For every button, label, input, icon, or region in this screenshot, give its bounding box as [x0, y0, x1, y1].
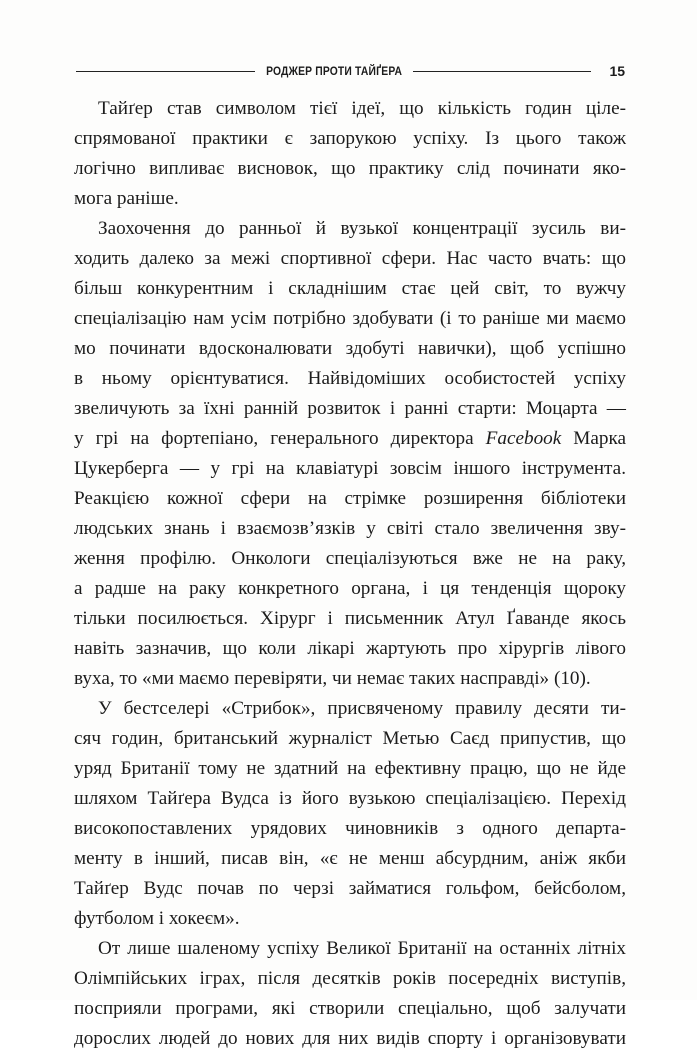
text-line: От лише шаленому успіху Великої Британії на останніх літніх [98, 938, 626, 959]
text-line: людських знань і взаємозв’язків у світі стало звеличення зву- [74, 518, 626, 539]
paragraph-4 [74, 934, 626, 1054]
text-line: сяч годин, британський журналіст Метью Саєд припустив, що [74, 728, 626, 749]
text-line: а радше на раку конкретного органа, і ця тенденція щороку [74, 578, 626, 599]
text-line: більш конкурентним і складнішим стає цей світ, то вужчу [74, 278, 626, 299]
text-line: вуха, то «ми маємо перевіряти, чи немає таких насправді» (10). [74, 668, 591, 689]
page-number: 15 [609, 63, 626, 79]
text-line: менту в інший, писав він, «є не менш абсурдним, аніж якби [74, 848, 626, 869]
text-line: Реакцією кожної сфери на стрімке розширення бібліотеки [74, 488, 626, 509]
paragraph-2 [74, 214, 626, 694]
text-line: Тайґер Вудс почав по черзі займатися гольфом, бейсболом, [74, 878, 626, 899]
text-line: Олімпійських іграх, після десятків років посередніх виступів, [74, 968, 626, 989]
text-line: Цукерберга — у грі на клавіатурі зовсім іншого інструмента. [74, 458, 626, 479]
text-line-with-italic [74, 424, 626, 454]
text-line: уряд Британії тому не здатний на ефективну працю, що не йде [74, 758, 626, 779]
text-line: Заохочення до ранньої й вузької концентрації зусиль ви- [98, 218, 626, 239]
text-line: У бестселері «Стрибок», присвяченому правилу десяти ти- [98, 698, 626, 719]
text-line: футболом і хокеєм». [74, 908, 240, 929]
text-line: ження профілю. Онкологи спеціалізуються вже не на раку, [74, 548, 626, 569]
header-rule-right [413, 71, 592, 72]
body-text [74, 94, 626, 1054]
text-line: спеціалізацію нам усім потрібно здобувати (і то раніше ми маємо [74, 308, 626, 329]
text-line: мога раніше. [74, 188, 179, 209]
text-fragment: у грі на фортепіано, генерального директора [74, 428, 474, 449]
text-line: навіть зазначив, що коли лікарі жартують про хірургів лівого [74, 638, 626, 659]
running-title: РОДЖЕР ПРОТИ ТАЙҐЕРА [265, 64, 402, 78]
running-header [76, 58, 625, 84]
text-line: шляхом Тайґера Вудса із його вузькою спеціалізацією. Перехід [74, 788, 626, 809]
text-line: посприяли програми, які створили спеціально, щоб залучати [74, 998, 626, 1019]
text-line: звеличують за їхні ранній розвиток і ранні старти: Моцарта — [74, 398, 626, 419]
header-rule-left [76, 71, 255, 72]
text-line: мо починати вдосконалювати здобуті навички), щоб успішно [74, 338, 626, 359]
text-line: в ньому орієнтуватися. Найвідоміших особистостей успіху [74, 368, 626, 389]
text-line: ходить далеко за межі спортивної сфери. Нас часто вчать: що [74, 248, 626, 269]
text-line: Тайґер став символом тієї ідеї, що кількість годин ціле- [98, 98, 626, 119]
text-line: високопоставлених урядових чиновників з одного департа- [74, 818, 626, 839]
text-line: спрямованої практики є запорукою успіху. Із цього також [74, 128, 626, 149]
paragraph-1 [74, 94, 626, 214]
paragraph-3 [74, 694, 626, 934]
italic-company-name: Facebook [485, 428, 562, 449]
text-line: дорослих людей до нових для них видів спорту і організовувати [74, 1028, 626, 1049]
text-fragment: Марка [561, 428, 626, 449]
text-line: тільки посилюється. Хірург і письменник Атул Ґаванде якось [74, 608, 626, 629]
text-line: логічно випливає висновок, що практику слід починати яко- [74, 158, 626, 179]
